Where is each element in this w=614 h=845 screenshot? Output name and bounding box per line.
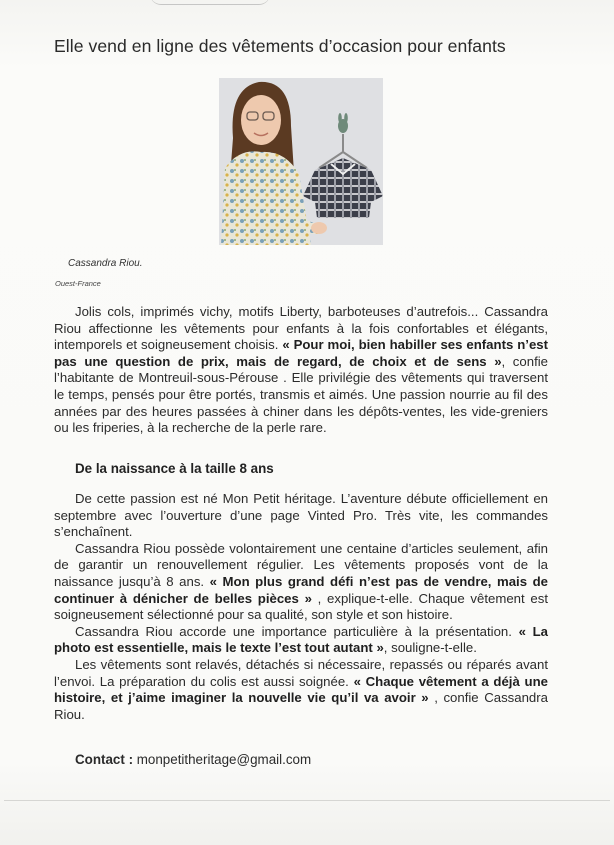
divider bbox=[4, 800, 610, 801]
quote: « Mon plus grand défi n’est pas de vendre, mais de continuer à dénicher de belles pièces » bbox=[54, 573, 548, 606]
scan-artifact bbox=[150, 0, 270, 5]
photo-illustration bbox=[219, 78, 383, 245]
paragraph: De cette passion est né Mon Petit héritage. L’aventure débute officiellement en septembre avec l’ouverture d’une page Vinted Pro. Très vite, les commandes s’enchaînent. bbox=[54, 491, 548, 540]
article-photo bbox=[219, 78, 383, 245]
contact-line bbox=[75, 752, 311, 767]
article-body bbox=[54, 491, 548, 723]
paragraph: Cassandra Riou possède volontairement une centaine d’articles seulement, afin de garantir un renouvellement régulier. Les vêtements proposés vont de la naissance jusqu’à 8 ans. « Mon plus grand défi n’est pas de vendre, mais de continuer à dénicher de belles pièces » , explique-t-elle. Chaque vêtement est soigneusement sélectionné pour sa qualité, son style et son histoire. bbox=[54, 540, 548, 623]
photo-caption: Cassandra Riou. bbox=[68, 258, 143, 269]
contact-label: Contact : bbox=[75, 752, 134, 767]
paragraph: Cassandra Riou accorde une importance particulière à la présentation. « La photo est essentielle, mais le texte l’est tout autant », souligne-t-elle. bbox=[54, 623, 549, 656]
paragraph: Les vêtements sont relavés, détachés si nécessaire, repassés ou réparés avant l’envoi. La préparation du colis est aussi soignée. « Chaque vêtement a déjà une histoire, et j’aime imaginer la nouvelle vie qu’il va avoir » , confie Cassandra Riou. bbox=[54, 656, 548, 722]
quote: « Pour moi, bien habiller ses enfants n’est pas une question de prix, mais de regard, de choix et de sens » bbox=[54, 337, 549, 369]
quote: « Chaque vêtement a déjà une histoire, et j’aime imaginer la nouvelle vie qu’il va avoir » bbox=[54, 673, 548, 706]
contact-email[interactable]: monpetitheritage@gmail.com bbox=[133, 752, 312, 767]
article-title: Elle vend en ligne des vêtements d’occasion pour enfants bbox=[54, 36, 506, 56]
photo-source: Ouest-France bbox=[55, 279, 101, 288]
quote: « La photo est essentielle, mais le texte l’est tout autant » bbox=[54, 623, 549, 656]
article-intro bbox=[54, 304, 548, 437]
section-heading: De la naissance à la taille 8 ans bbox=[75, 461, 274, 476]
paragraph: Jolis cols, imprimés vichy, motifs Liberty, barboteuses d’autrefois... Cassandra Riou affectionne les vêtements pour enfants à la fois confortables et élégants, intemporels et soigneusement choisis. « Pour moi, bien habiller ses enfants n’est pas une question de prix, mais de regard, de choix et de sens », confie l’habitante de Montreuil-sous-Pérouse . Elle privilégie des vêtements qui traversent le temps, pensés pour être portés, transmis et aimés. Une passion nourrie au fil des années par des heures passées à chiner dans les dépôts-ventes, les vide-greniers ou les friperies, à la recherche de la perle rare. bbox=[54, 304, 549, 436]
